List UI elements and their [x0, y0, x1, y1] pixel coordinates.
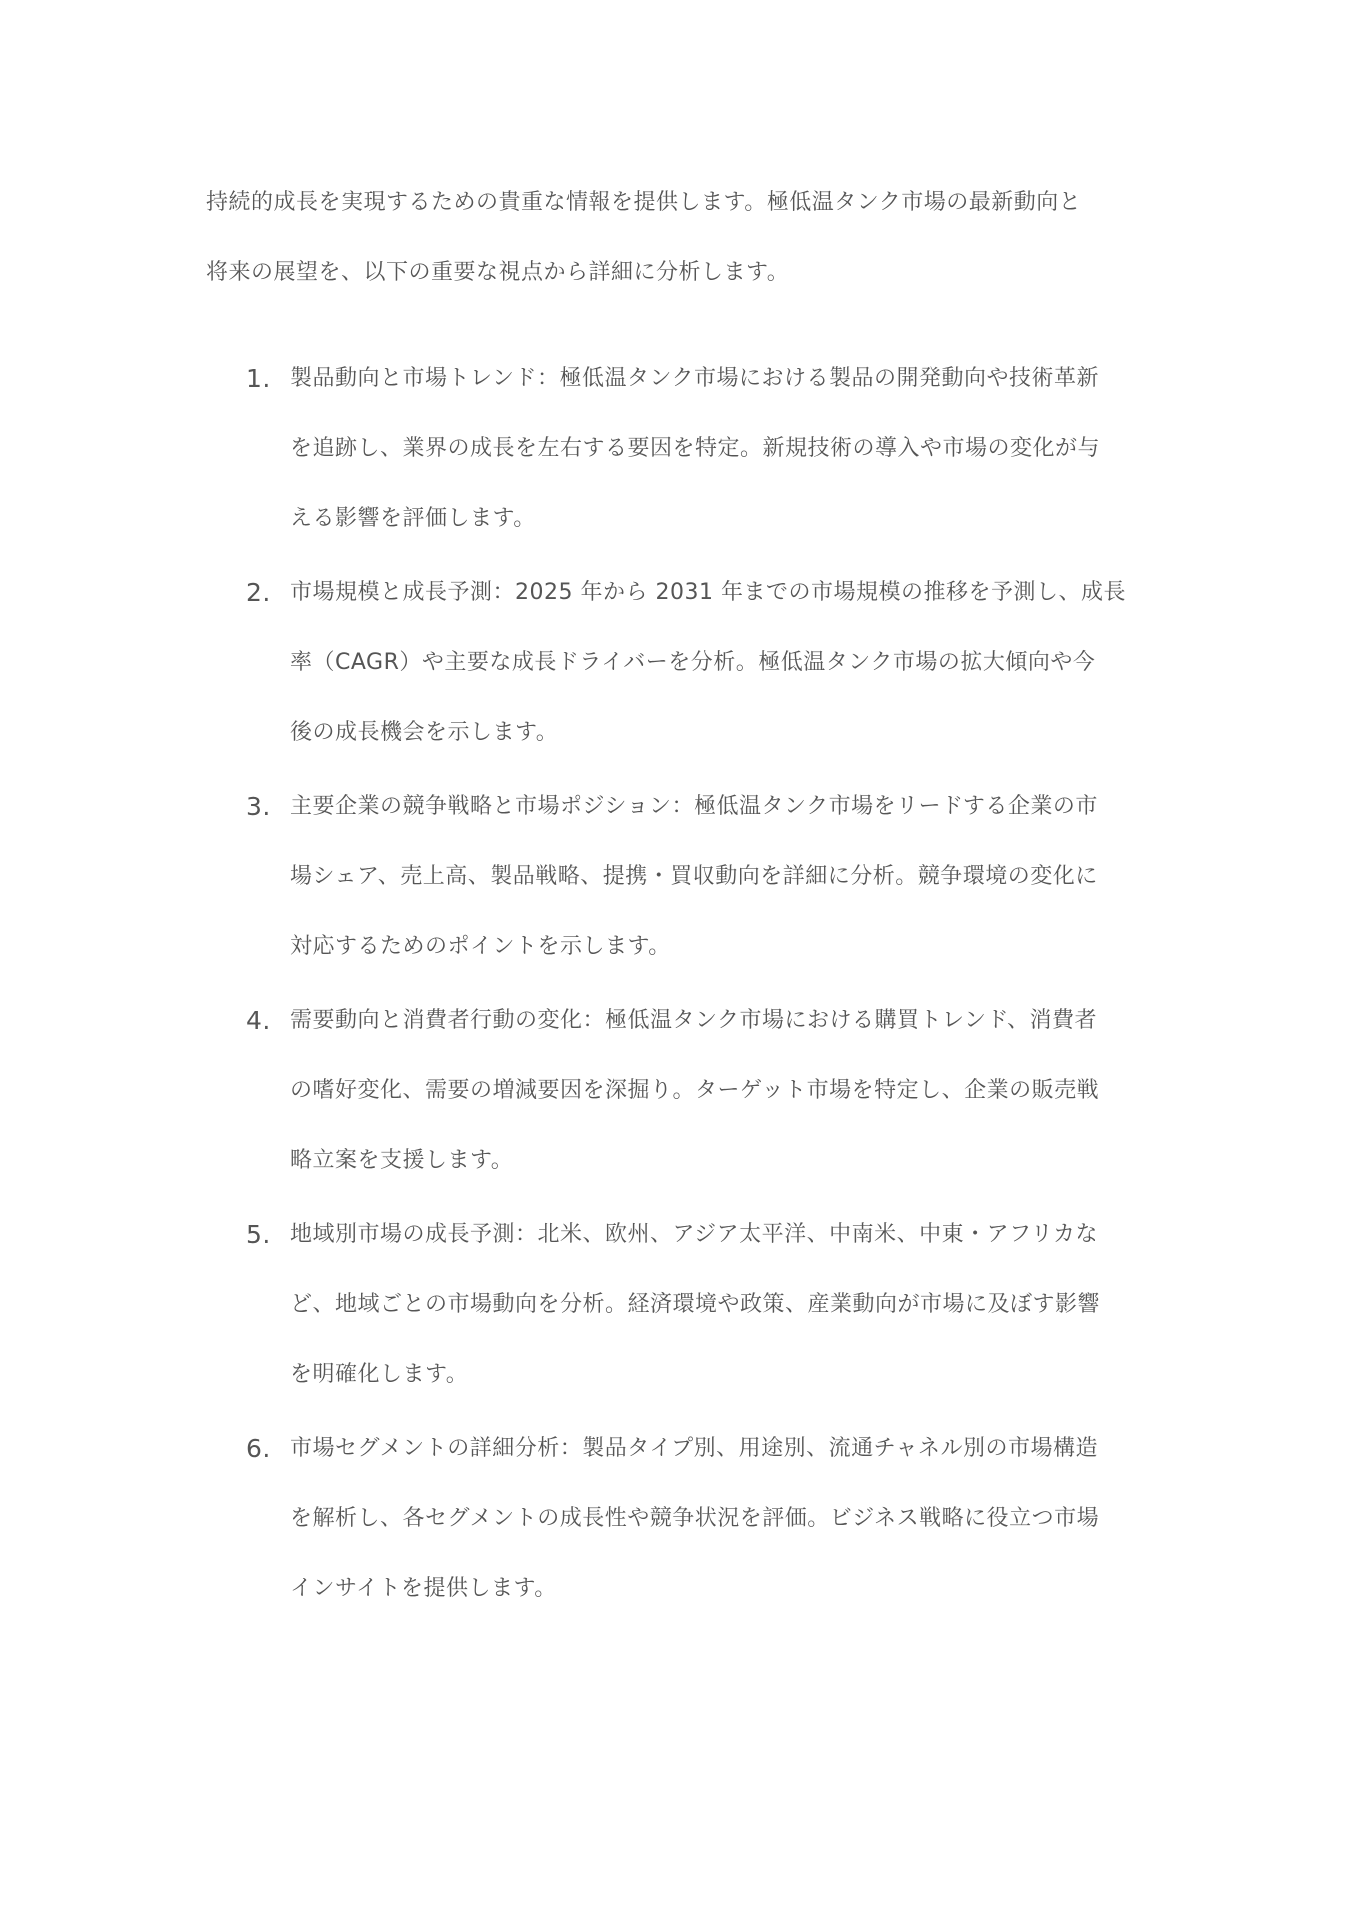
list-item-line: の嗜好変化、需要の増減要因を深掘り。ターゲット市場を特定し、企業の販売戦	[290, 1078, 1100, 1103]
list-item-line: 需要動向と消費者行動の変化：極低温タンク市場における購買トレンド、消費者	[290, 1008, 1098, 1033]
list-item-line: 製品動向と市場トレンド：極低温タンク市場における製品の開発動向や技術革新	[290, 366, 1100, 391]
list-item	[206, 558, 1166, 768]
list-item	[206, 772, 1166, 982]
list-item-line: 地域別市場の成長予測：北米、欧州、アジア太平洋、中南米、中東・アフリカな	[290, 1222, 1099, 1247]
numbered-list	[206, 344, 1166, 1628]
list-item	[206, 344, 1166, 554]
intro-paragraph	[206, 168, 1166, 308]
intro-line: 持続的成長を実現するための貴重な情報を提供します。極低温タンク市場の最新動向と	[206, 190, 1082, 215]
list-item-line: を追跡し、業界の成長を左右する要因を特定。新規技術の導入や市場の変化が与	[290, 436, 1101, 461]
list-item-line: 率（CAGR）や主要な成長ドライバーを分析。極低温タンク市場の拡大傾向や今	[290, 650, 1096, 675]
list-item-line: 対応するためのポイントを示します。	[290, 934, 671, 959]
list-item-line: を明確化します。	[290, 1362, 469, 1387]
list-item-line: 市場規模と成長予測：2025 年から 2031 年までの市場規模の推移を予測し、成長	[290, 580, 1126, 605]
list-item	[206, 1414, 1166, 1624]
list-item-line: える影響を評価します。	[290, 506, 536, 531]
list-item	[206, 1200, 1166, 1410]
list-item-number: 3.	[246, 792, 271, 821]
list-item-number: 2.	[246, 578, 271, 607]
list-item-line: ど、地域ごとの市場動向を分析。経済環境や政策、産業動向が市場に及ぼす影響	[290, 1292, 1101, 1317]
list-item-line: 略立案を支援します。	[290, 1148, 514, 1173]
list-item-number: 4.	[246, 1006, 271, 1035]
list-item-number: 5.	[246, 1220, 271, 1249]
list-item-line: 主要企業の競争戦略と市場ポジション：極低温タンク市場をリードする企業の市	[290, 794, 1098, 819]
list-item-line: 後の成長機会を示します。	[290, 720, 559, 745]
list-item	[206, 986, 1166, 1196]
intro-line: 将来の展望を、以下の重要な視点から詳細に分析します。	[206, 260, 790, 285]
list-item-line: 市場セグメントの詳細分析：製品タイプ別、用途別、流通チャネル別の市場構造	[290, 1436, 1099, 1461]
list-item-line: 場シェア、売上高、製品戦略、提携・買収動向を詳細に分析。競争環境の変化に	[290, 864, 1098, 889]
list-item-line: を解析し、各セグメントの成長性や競争状況を評価。ビジネス戦略に役立つ市場	[290, 1506, 1100, 1531]
list-item-number: 1.	[246, 364, 271, 393]
list-item-line: インサイトを提供します。	[290, 1576, 557, 1601]
list-item-number: 6.	[246, 1434, 271, 1463]
